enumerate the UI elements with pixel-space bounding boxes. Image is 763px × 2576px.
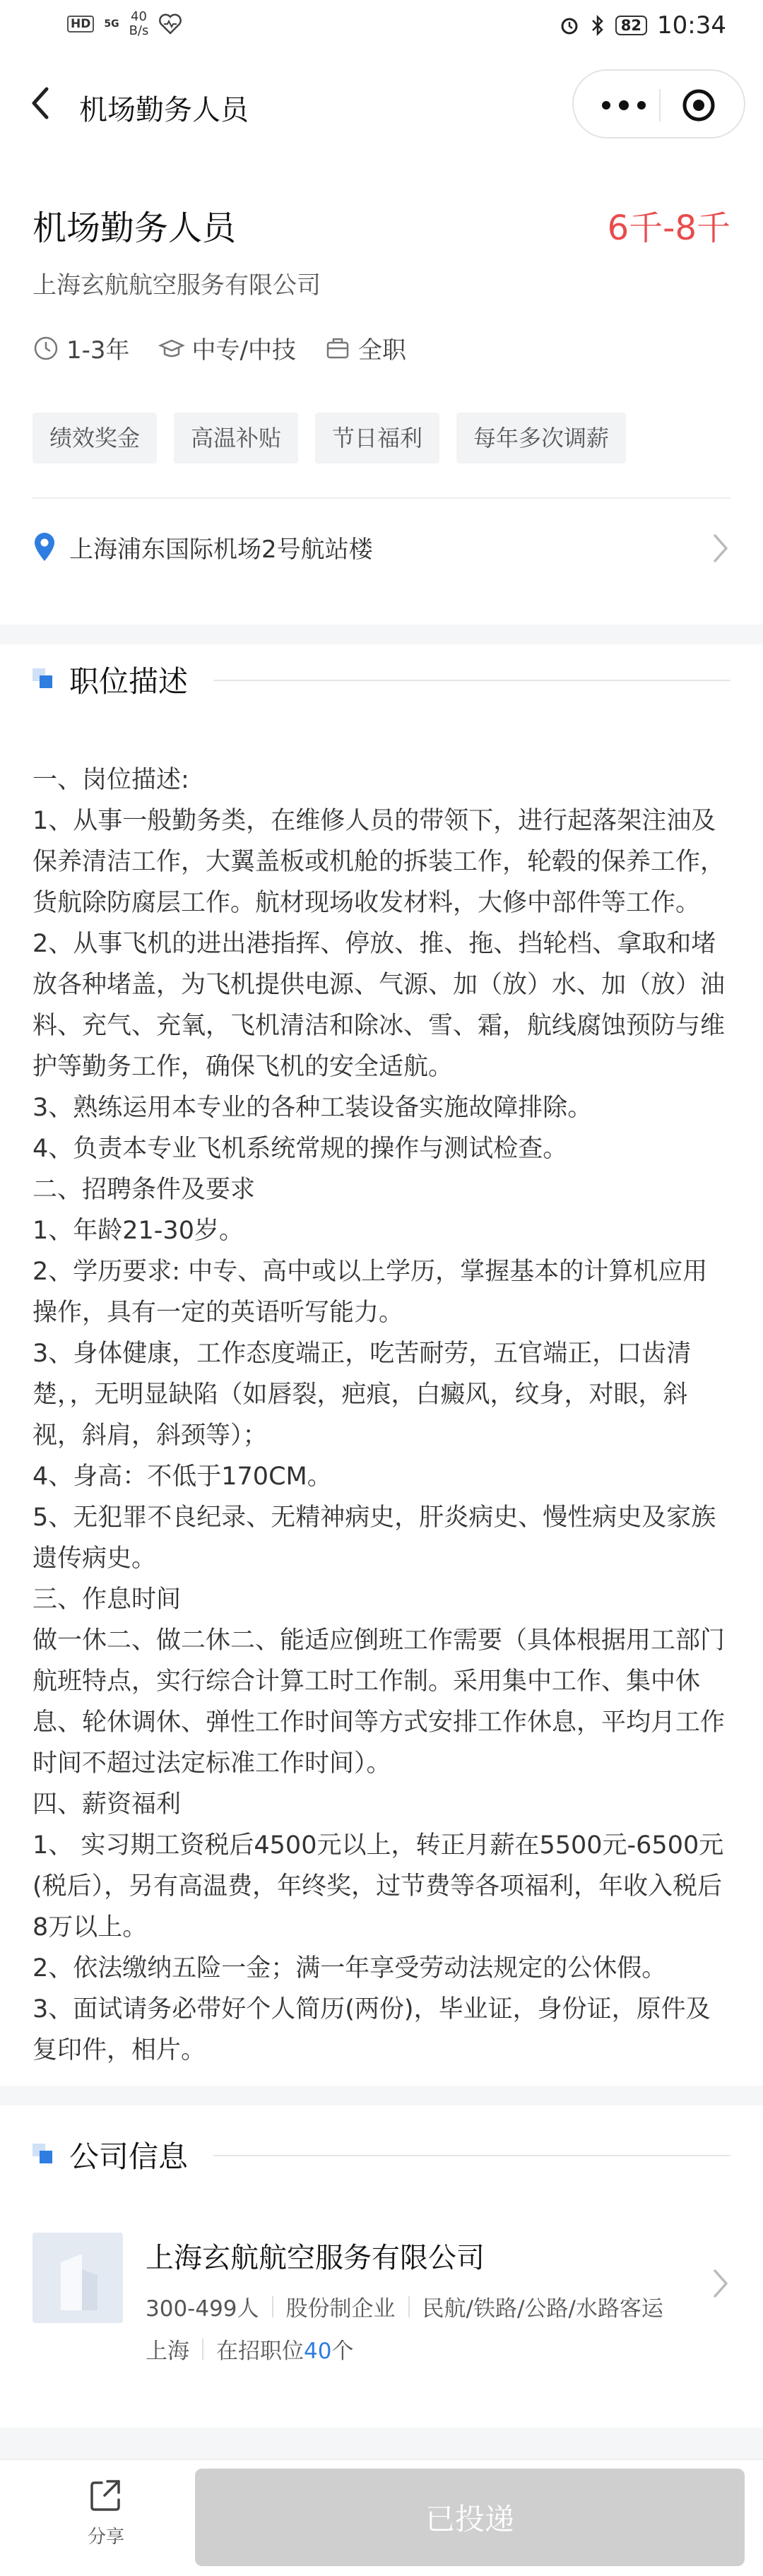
bluetooth-icon <box>590 14 605 37</box>
company-type: 股份制企业 <box>285 2296 396 2322</box>
clock-icon <box>32 335 59 362</box>
job-title: 机场勤务人员 <box>32 208 237 248</box>
divider <box>32 497 731 499</box>
location-pin-icon <box>32 531 57 562</box>
section-line <box>213 2155 731 2156</box>
network-speed: 40 B/s <box>129 9 149 38</box>
chevron-left-icon[interactable] <box>25 83 59 123</box>
job-requirements <box>32 331 406 365</box>
chevron-right-icon <box>711 2267 731 2300</box>
company-info-section <box>0 2105 763 2428</box>
location-text: 上海浦东国际机场2号航站楼 <box>69 536 373 564</box>
job-description-section <box>0 644 763 2086</box>
meta-divider <box>202 2339 203 2360</box>
experience-requirement: 1-3年 <box>32 331 130 365</box>
section-line <box>213 680 731 681</box>
education-requirement: 中专/中技 <box>158 331 296 365</box>
meta-divider <box>272 2296 273 2317</box>
clock-time: 10:34 <box>657 11 726 40</box>
section-title: 公司信息 <box>69 2139 189 2174</box>
section-title: 职位描述 <box>69 664 189 699</box>
meta-divider <box>408 2296 410 2317</box>
nav-bar <box>0 55 763 161</box>
network-indicator: 5G <box>104 18 119 30</box>
benefit-tag: 每年多次调薪 <box>456 413 626 463</box>
heart-monitor-icon <box>158 13 182 35</box>
status-bar <box>0 0 763 55</box>
section-square-icon <box>32 2144 52 2163</box>
share-icon <box>86 2476 126 2515</box>
open-positions: 在招职位40个 <box>216 2339 354 2364</box>
company-name[interactable]: 上海玄航航空服务有限公司 <box>32 271 321 300</box>
applied-button[interactable]: 已投递 <box>195 2469 745 2566</box>
bottom-action-bar <box>0 2459 763 2576</box>
company-city: 上海 <box>146 2339 189 2364</box>
benefit-tags <box>32 413 626 463</box>
graduation-cap-icon <box>158 335 185 362</box>
mini-program-capsule <box>572 69 745 138</box>
alarm-icon <box>559 15 580 36</box>
company-industry: 民航/铁路/公路/水路客运 <box>422 2296 663 2322</box>
job-type: 全职 <box>324 331 406 365</box>
company-size: 300-499人 <box>146 2296 259 2322</box>
company-name: 上海玄航航空服务有限公司 <box>146 2242 485 2274</box>
hd-indicator: HD <box>67 16 94 33</box>
more-dots-icon[interactable] <box>599 100 649 110</box>
briefcase-icon <box>324 335 351 362</box>
share-button[interactable] <box>78 2476 134 2548</box>
company-meta <box>146 2291 663 2322</box>
section-square-icon <box>32 668 52 688</box>
open-positions-count: 40 <box>304 2339 332 2364</box>
salary: 6千-8千 <box>607 208 731 248</box>
section-header <box>32 2134 731 2176</box>
building-logo-icon <box>32 2233 123 2323</box>
company-meta-2 <box>146 2333 353 2365</box>
battery-indicator: 82 <box>615 16 647 35</box>
capsule-divider <box>659 89 661 122</box>
target-close-icon[interactable] <box>681 88 716 123</box>
benefit-tag: 绩效奖金 <box>32 413 157 463</box>
benefit-tag: 节日福利 <box>315 413 439 463</box>
job-location[interactable] <box>32 523 731 579</box>
company-logo <box>32 2233 123 2323</box>
job-description-text: 一、岗位描述: 1、从事一般勤务类，在维修人员的带领下，进行起落架注油及保养清洁工作，大翼盖板或机舱的拆装工作，轮毂的保养工作，货航除防腐层工作。航材现场收发材料，大修中部件等工作。 2、从事飞机的进出港指挥、停放、推、拖、挡轮档、拿取和堵放各种堵盖，为飞机提供电源、气源、加（放）水、加（放）油料、充气、充氧，飞机清洁和除冰、雪、霜，航线腐蚀预防与维护等勤务工作，确保飞机的安全适航。 3、熟练运用本专业的各种工装设备实施故障排除。 4、负责本专业飞机系统常规的操作与测试检查。 二、招聘条件及要求 1、年龄21-30岁。 2、学历要求: 中专、高中或以上学历，掌握基本的计算机应用操作，具有一定的英语听写能力。 3、身体健康，工作态度端正，吃苦耐劳，五官端正，口齿清楚，，无明显缺陷（如唇裂，疤痕，白癜风，纹身，对眼，斜视，斜肩，斜颈等）； 4、身高：不低于170CM。 5、无犯罪不良纪录、无精神病史，肝炎病史、慢性病史及家族遗传病史。 三、作息时间 做一休二、做二休二、能适应倒班工作需要（具体根据用工部门航班特点，实行综合计算工时工作制。采用集中工作、集中休息、轮休调休、弹性工作时间等方式安排工作休息，平均月工作时间不超过法定标准工作时间）。 四、薪资福利 1、 实习期工资税后4500元以上，转正月薪在5500元-6500元(税后），另有高温费，年终奖，过节费等各项福利，年收入税后8万以上。 2、依法缴纳五险一金；满一年享受劳动法规定的公休假。 3、面试请务必带好个人简历(两份)，毕业证，身份证，原件及复印件，相片。 <box>32 766 726 2064</box>
page-title: 机场勤务人员 <box>79 94 249 126</box>
chevron-right-icon <box>711 531 731 565</box>
job-header <box>0 161 763 625</box>
benefit-tag: 高温补贴 <box>174 413 298 463</box>
share-label: 分享 <box>87 2527 124 2548</box>
section-header <box>32 658 731 701</box>
